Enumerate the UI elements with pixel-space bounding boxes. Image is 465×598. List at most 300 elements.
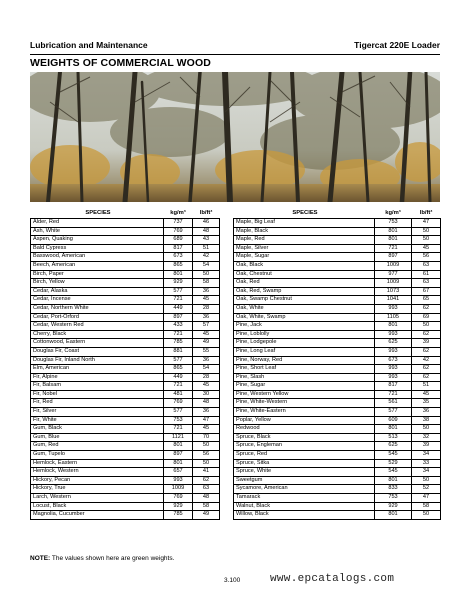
table-row [234, 476, 441, 485]
species-cell: Gum, Black [31, 425, 164, 434]
machine-title: Tigercat 220E Loader [354, 40, 440, 50]
table-row [234, 236, 441, 245]
species-cell: Elm, American [31, 365, 164, 374]
kgm3-cell: 897 [164, 451, 193, 460]
kgm3-cell: 801 [375, 227, 412, 236]
table-row [234, 244, 441, 253]
table-row [31, 442, 220, 451]
kgm3-cell: 993 [375, 373, 412, 382]
species-cell: Hickory, Pecan [31, 476, 164, 485]
lbft3-cell: 65 [412, 296, 441, 305]
table-row [31, 296, 220, 305]
table-row [31, 459, 220, 468]
species-cell: Birch, Paper [31, 270, 164, 279]
species-cell: Cottonwood, Eastern [31, 339, 164, 348]
lbft3-cell: 50 [412, 322, 441, 331]
table-row [31, 382, 220, 391]
table-row [31, 365, 220, 374]
table-row [234, 322, 441, 331]
table-row [234, 356, 441, 365]
kgm3-cell: 801 [375, 236, 412, 245]
lbft3-cell: 35 [412, 399, 441, 408]
species-cell: Magnolia, Cucumber [31, 511, 164, 520]
kgm3-cell: 1009 [375, 279, 412, 288]
species-cell: Gum, Red [31, 442, 164, 451]
lbft3-cell: 45 [412, 390, 441, 399]
species-cell: Locust, Black [31, 502, 164, 511]
lbft3-header: lb/ft³ [412, 209, 441, 219]
note-label: NOTE: [30, 555, 51, 562]
kgm3-cell: 753 [164, 416, 193, 425]
kgm3-cell: 801 [375, 476, 412, 485]
species-cell: Cherry, Black [31, 330, 164, 339]
species-cell: Hemlock, Western [31, 468, 164, 477]
lbft3-cell: 28 [193, 373, 220, 382]
kgm3-cell: 1073 [375, 287, 412, 296]
species-cell: Beech, American [31, 261, 164, 270]
lbft3-cell: 50 [412, 227, 441, 236]
table-row [31, 494, 220, 503]
lbft3-cell: 36 [412, 408, 441, 417]
lbft3-cell: 47 [412, 494, 441, 503]
green-weights-note [30, 555, 174, 562]
kgm3-cell: 817 [375, 382, 412, 391]
species-cell: Maple, Black [234, 227, 375, 236]
lbft3-cell: 45 [193, 425, 220, 434]
lbft3-cell: 30 [193, 390, 220, 399]
species-header: SPECIES [234, 209, 375, 219]
table-row [31, 330, 220, 339]
kgm3-cell: 897 [164, 313, 193, 322]
species-cell: Basswood, American [31, 253, 164, 262]
table-row [31, 408, 220, 417]
kgm3-cell: 897 [375, 253, 412, 262]
lbft3-cell: 50 [193, 442, 220, 451]
lbft3-cell: 62 [412, 373, 441, 382]
kgm3-cell: 785 [164, 511, 193, 520]
species-cell: Spruce, Red [234, 451, 375, 460]
lbft3-cell: 56 [193, 451, 220, 460]
kgm3-cell: 1105 [375, 313, 412, 322]
kgm3-cell: 801 [164, 459, 193, 468]
watermark-text: www.epcatalogs.com [270, 573, 395, 585]
lbft3-cell: 48 [193, 494, 220, 503]
species-cell: Birch, Yellow [31, 279, 164, 288]
lbft3-cell: 63 [412, 261, 441, 270]
kgm3-cell: 481 [164, 390, 193, 399]
kgm3-cell: 721 [164, 296, 193, 305]
kgm3-cell: 881 [164, 347, 193, 356]
kgm3-cell: 977 [375, 270, 412, 279]
lbft3-cell: 45 [193, 382, 220, 391]
lbft3-cell: 39 [412, 442, 441, 451]
species-cell: Gum, Blue [31, 433, 164, 442]
kgm3-header: kg/m³ [375, 209, 412, 219]
table-row [234, 296, 441, 305]
kgm3-cell: 689 [164, 236, 193, 245]
species-cell: Cedar, Northern White [31, 304, 164, 313]
table-row [31, 511, 220, 520]
table-row [234, 219, 441, 228]
table-row [234, 279, 441, 288]
species-cell: Oak, Chestnut [234, 270, 375, 279]
table-row [234, 494, 441, 503]
table-row [234, 313, 441, 322]
table-row [234, 304, 441, 313]
species-cell: Fir, Alpine [31, 373, 164, 382]
kgm3-cell: 993 [375, 365, 412, 374]
species-cell: Aspen, Quaking [31, 236, 164, 245]
table-row [31, 373, 220, 382]
kgm3-cell: 801 [375, 322, 412, 331]
species-cell: Pine, White-Eastern [234, 408, 375, 417]
table-row [234, 373, 441, 382]
kgm3-cell: 785 [164, 339, 193, 348]
lbft3-cell: 50 [412, 511, 441, 520]
page-header [30, 40, 440, 54]
table-row [31, 244, 220, 253]
table-row [234, 433, 441, 442]
table-row [234, 399, 441, 408]
kgm3-cell: 929 [375, 502, 412, 511]
table-row [234, 416, 441, 425]
table-header-row [31, 209, 220, 219]
lbft3-cell: 50 [193, 459, 220, 468]
forest-photo [30, 72, 440, 202]
section-title: Lubrication and Maintenance [30, 40, 148, 50]
kgm3-cell: 449 [164, 373, 193, 382]
kgm3-cell: 801 [375, 425, 412, 434]
table-row [31, 270, 220, 279]
lbft3-cell: 34 [412, 468, 441, 477]
species-cell: Gum, Tupelo [31, 451, 164, 460]
table-row [31, 451, 220, 460]
lbft3-cell: 61 [412, 270, 441, 279]
species-cell: Pine, Loblolly [234, 330, 375, 339]
kgm3-cell: 1121 [164, 433, 193, 442]
species-cell: Fir, Balsam [31, 382, 164, 391]
lbft3-cell: 33 [412, 459, 441, 468]
table-row [31, 416, 220, 425]
kgm3-cell: 721 [164, 330, 193, 339]
species-cell: Douglas Fir, Inland North [31, 356, 164, 365]
species-cell: Fir, Nobel [31, 390, 164, 399]
lbft3-cell: 67 [412, 287, 441, 296]
species-cell: Pine, Lodgepole [234, 339, 375, 348]
species-cell: Sweetgum [234, 476, 375, 485]
lbft3-cell: 47 [412, 219, 441, 228]
lbft3-cell: 50 [412, 425, 441, 434]
species-cell: Pine, Sugar [234, 382, 375, 391]
table-row [31, 468, 220, 477]
lbft3-cell: 39 [412, 339, 441, 348]
lbft3-cell: 28 [193, 304, 220, 313]
kgm3-cell: 721 [164, 382, 193, 391]
kgm3-cell: 993 [375, 330, 412, 339]
table-row [31, 279, 220, 288]
species-cell: Maple, Sugar [234, 253, 375, 262]
lbft3-cell: 62 [412, 304, 441, 313]
kgm3-cell: 609 [375, 416, 412, 425]
species-cell: Pine, Short Leaf [234, 365, 375, 374]
lbft3-cell: 58 [193, 279, 220, 288]
table-row [234, 227, 441, 236]
title-bar [30, 54, 440, 73]
kgm3-cell: 449 [164, 304, 193, 313]
kgm3-cell: 1041 [375, 296, 412, 305]
species-cell: Oak, White, Swamp [234, 313, 375, 322]
kgm3-cell: 801 [164, 442, 193, 451]
species-cell: Fir, Red [31, 399, 164, 408]
table-row [31, 485, 220, 494]
lbft3-cell: 62 [412, 365, 441, 374]
table-row [234, 502, 441, 511]
species-cell: Cedar, Western Red [31, 322, 164, 331]
lbft3-cell: 34 [412, 451, 441, 460]
lbft3-cell: 58 [193, 502, 220, 511]
table-row [31, 399, 220, 408]
kgm3-cell: 833 [375, 485, 412, 494]
species-cell: Cedar, Port-Orford [31, 313, 164, 322]
table-row [31, 339, 220, 348]
lbft3-cell: 70 [193, 433, 220, 442]
species-cell: Pine, Long Leaf [234, 347, 375, 356]
species-cell: Douglas Fir, Coast [31, 347, 164, 356]
species-cell: Pine, Slash [234, 373, 375, 382]
lbft3-cell: 36 [193, 287, 220, 296]
lbft3-cell: 42 [412, 356, 441, 365]
page-number: 3.100 [224, 577, 241, 584]
lbft3-cell: 63 [412, 279, 441, 288]
kgm3-cell: 545 [375, 451, 412, 460]
species-cell: Walnut, Black [234, 502, 375, 511]
species-cell: Willow, Black [234, 511, 375, 520]
kgm3-cell: 721 [375, 244, 412, 253]
table-row [31, 356, 220, 365]
lbft3-cell: 50 [193, 270, 220, 279]
lbft3-cell: 63 [193, 485, 220, 494]
table-row [31, 502, 220, 511]
lbft3-cell: 69 [412, 313, 441, 322]
kgm3-cell: 769 [164, 494, 193, 503]
species-cell: Alder, Red [31, 219, 164, 228]
lbft3-cell: 43 [193, 236, 220, 245]
lbft3-cell: 38 [412, 416, 441, 425]
kgm3-cell: 673 [164, 253, 193, 262]
species-cell: Hickory, True [31, 485, 164, 494]
species-cell: Redwood [234, 425, 375, 434]
table-row [234, 270, 441, 279]
table-row [234, 425, 441, 434]
kgm3-cell: 769 [164, 227, 193, 236]
kgm3-cell: 1009 [375, 261, 412, 270]
table-row [234, 468, 441, 477]
species-cell: Ash, White [31, 227, 164, 236]
species-cell: Pine, White-Western [234, 399, 375, 408]
species-cell: Bald Cypress [31, 244, 164, 253]
lbft3-cell: 55 [193, 347, 220, 356]
kgm3-cell: 577 [375, 408, 412, 417]
table-row [31, 227, 220, 236]
lbft3-header: lb/ft³ [193, 209, 220, 219]
kgm3-cell: 929 [164, 502, 193, 511]
lbft3-cell: 46 [193, 219, 220, 228]
table-header-row [234, 209, 441, 219]
table-row [234, 365, 441, 374]
table-row [31, 425, 220, 434]
lbft3-cell: 54 [193, 261, 220, 270]
table-row [234, 330, 441, 339]
species-cell: Larch, Western [31, 494, 164, 503]
lbft3-cell: 62 [412, 347, 441, 356]
table-row [31, 236, 220, 245]
kgm3-cell: 625 [375, 442, 412, 451]
table-row [31, 347, 220, 356]
species-cell: Maple, Silver [234, 244, 375, 253]
species-cell: Cedar, Alaska [31, 287, 164, 296]
species-cell: Hemlock, Eastern [31, 459, 164, 468]
table-row [234, 261, 441, 270]
lbft3-cell: 54 [193, 365, 220, 374]
kgm3-cell: 561 [375, 399, 412, 408]
lbft3-cell: 42 [193, 253, 220, 262]
table-row [31, 253, 220, 262]
lbft3-cell: 45 [193, 296, 220, 305]
lbft3-cell: 62 [193, 476, 220, 485]
lbft3-cell: 52 [412, 485, 441, 494]
kgm3-cell: 529 [375, 459, 412, 468]
lbft3-cell: 45 [412, 244, 441, 253]
lbft3-cell: 49 [193, 511, 220, 520]
table-row [234, 485, 441, 494]
kgm3-cell: 929 [164, 279, 193, 288]
wood-weights-table-left [30, 209, 220, 520]
table-row [234, 339, 441, 348]
table-row [31, 433, 220, 442]
kgm3-cell: 721 [375, 390, 412, 399]
species-header: SPECIES [31, 209, 164, 219]
kgm3-cell: 721 [164, 425, 193, 434]
lbft3-cell: 57 [193, 322, 220, 331]
species-cell: Spruce, Engleman [234, 442, 375, 451]
lbft3-cell: 48 [193, 399, 220, 408]
table-row [234, 451, 441, 460]
species-cell: Spruce, White [234, 468, 375, 477]
kgm3-cell: 753 [375, 494, 412, 503]
kgm3-cell: 545 [375, 468, 412, 477]
table-row [31, 287, 220, 296]
kgm3-cell: 673 [375, 356, 412, 365]
species-cell: Fir, Silver [31, 408, 164, 417]
species-cell: Cedar, Incense [31, 296, 164, 305]
species-cell: Oak, Swamp Chestnut [234, 296, 375, 305]
lbft3-cell: 58 [412, 502, 441, 511]
kgm3-cell: 433 [164, 322, 193, 331]
kgm3-cell: 753 [375, 219, 412, 228]
table-row [234, 459, 441, 468]
species-cell: Sycamore, American [234, 485, 375, 494]
species-cell: Tamarack [234, 494, 375, 503]
lbft3-cell: 56 [412, 253, 441, 262]
lbft3-cell: 47 [193, 416, 220, 425]
kgm3-cell: 577 [164, 287, 193, 296]
species-cell: Pine, Western Yellow [234, 390, 375, 399]
kgm3-cell: 993 [375, 347, 412, 356]
table-row [234, 382, 441, 391]
kgm3-cell: 801 [375, 511, 412, 520]
kgm3-cell: 577 [164, 356, 193, 365]
table-row [234, 442, 441, 451]
lbft3-cell: 41 [193, 468, 220, 477]
kgm3-cell: 657 [164, 468, 193, 477]
kgm3-cell: 817 [164, 244, 193, 253]
page-title: WEIGHTS OF COMMERCIAL WOOD [30, 57, 211, 69]
table-row [234, 287, 441, 296]
species-cell: Maple, Red [234, 236, 375, 245]
lbft3-cell: 36 [193, 313, 220, 322]
table-row [234, 253, 441, 262]
table-row [31, 313, 220, 322]
lbft3-cell: 51 [412, 382, 441, 391]
lbft3-cell: 32 [412, 433, 441, 442]
species-cell: Maple, Big Leaf [234, 219, 375, 228]
kgm3-cell: 513 [375, 433, 412, 442]
species-cell: Pine, Norway, Red [234, 356, 375, 365]
table-row [31, 219, 220, 228]
kgm3-cell: 865 [164, 365, 193, 374]
species-cell: Poplar, Yellow [234, 416, 375, 425]
note-text: The values shown here are green weights. [50, 555, 175, 562]
kgm3-cell: 577 [164, 408, 193, 417]
lbft3-cell: 45 [193, 330, 220, 339]
wood-weights-table-right [233, 209, 441, 520]
species-cell: Oak, Black [234, 261, 375, 270]
kgm3-cell: 801 [164, 270, 193, 279]
species-cell: Pine, Jack [234, 322, 375, 331]
species-cell: Spruce, Black [234, 433, 375, 442]
species-cell: Oak, Red, Swamp [234, 287, 375, 296]
table-row [234, 408, 441, 417]
lbft3-cell: 51 [193, 244, 220, 253]
kgm3-cell: 769 [164, 399, 193, 408]
species-cell: Oak, White [234, 304, 375, 313]
table-row [31, 322, 220, 331]
table-row [31, 304, 220, 313]
lbft3-cell: 50 [412, 476, 441, 485]
table-row [234, 347, 441, 356]
lbft3-cell: 36 [193, 356, 220, 365]
kgm3-header: kg/m³ [164, 209, 193, 219]
species-cell: Fir, White [31, 416, 164, 425]
kgm3-cell: 993 [164, 476, 193, 485]
table-row [31, 390, 220, 399]
lbft3-cell: 49 [193, 339, 220, 348]
lbft3-cell: 62 [412, 330, 441, 339]
lbft3-cell: 48 [193, 227, 220, 236]
species-cell: Spruce, Sitka [234, 459, 375, 468]
table-row [31, 476, 220, 485]
table-row [234, 390, 441, 399]
kgm3-cell: 1009 [164, 485, 193, 494]
kgm3-cell: 993 [375, 304, 412, 313]
lbft3-cell: 36 [193, 408, 220, 417]
species-cell: Oak, Red [234, 279, 375, 288]
kgm3-cell: 737 [164, 219, 193, 228]
table-row [234, 511, 441, 520]
lbft3-cell: 50 [412, 236, 441, 245]
kgm3-cell: 625 [375, 339, 412, 348]
table-row [31, 261, 220, 270]
